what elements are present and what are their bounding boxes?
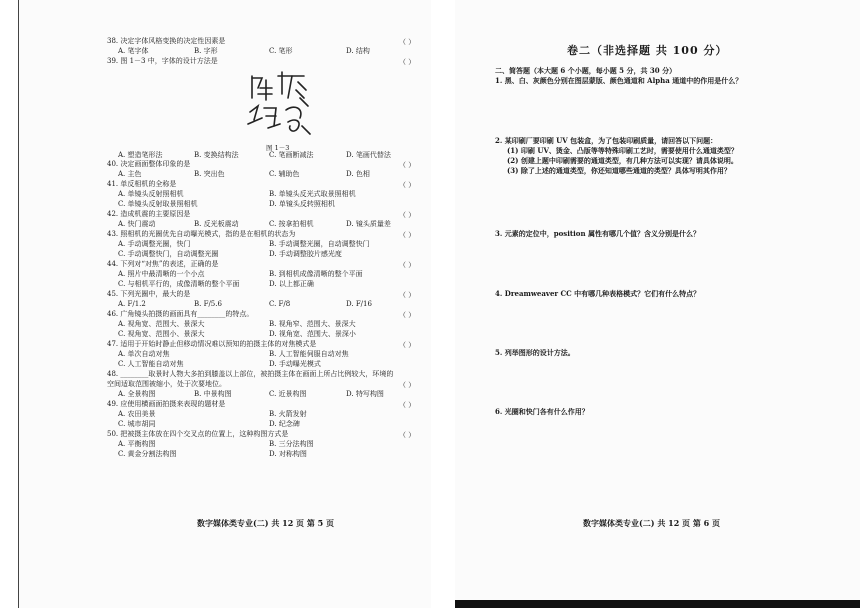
option: A. 视角宽、范围大、景深大 — [118, 320, 205, 328]
option: D. F/16 — [346, 300, 372, 308]
question-stem: 空间适取范围被缩小，处于次要地位。 — [107, 380, 226, 388]
option: C. 视角宽、范围小、景深大 — [118, 330, 205, 338]
option: D. 对称构图 — [269, 450, 307, 458]
left-page — [18, 0, 431, 608]
option: B. 突出色 — [194, 170, 225, 178]
option: C. 人工智能自动对焦 — [118, 360, 184, 368]
option: A. 单镜头反射照相机 — [118, 190, 184, 198]
option: B. 手动调整光圈，自动调整快门 — [269, 240, 370, 248]
figure-caption: 图 1－3 — [266, 144, 290, 152]
answer-bracket: （ ） — [399, 381, 416, 389]
answer-bracket: （ ） — [399, 38, 416, 46]
option: C. 按拿拍相机 — [269, 220, 314, 228]
page-footer-right: 数字媒体类专业(二) 共 12 页 第 6 页 — [583, 518, 720, 528]
question-stem: 41. 单反相机的全称是 — [107, 180, 177, 188]
answer-bracket: （ ） — [399, 431, 416, 439]
right-page — [455, 0, 860, 608]
section-title: 卷二（非选择题 共 100 分） — [567, 44, 728, 57]
question-stem: 42. 造成机震的主要原因是 — [107, 210, 191, 218]
sub-question: (2) 创建上题中印刷需要的通道类型，有几种方法可以实现？请具体说明。 — [507, 156, 738, 165]
figure-1-3-artwork — [244, 68, 314, 140]
option: D. 以上都正确 — [269, 280, 314, 288]
answer-bracket: （ ） — [399, 231, 416, 239]
option: C. 单镜头反射取景照相机 — [118, 200, 198, 208]
option: D. 视角宽、范围大、景深小 — [269, 330, 356, 338]
option: C. 手动调整快门，自动调整光圈 — [118, 250, 219, 258]
option: C. 辅助色 — [269, 170, 300, 178]
option: C. 城市胡同 — [118, 420, 156, 428]
question-stem: 47. 适用于开始时静止但移动情况难以预知的拍摄主体的对焦模式是 — [107, 340, 317, 348]
option: A. 照片中最清晰的一个小点 — [118, 270, 205, 278]
option: A. 快门震动 — [118, 220, 156, 228]
option: D. 单镜头反转照相机 — [269, 200, 335, 208]
option: B. 人工智能伺服自动对焦 — [269, 350, 349, 358]
answer-bracket: （ ） — [399, 211, 416, 219]
option: D. 纪念碑 — [269, 420, 300, 428]
option: D. 手动调整胶片感光度 — [269, 250, 342, 258]
scan-edge-shadow — [455, 600, 860, 608]
option: D. 结构 — [346, 47, 370, 55]
question-stem: 48. ________取景时人物大多拍到膝盖以上部位，被拍摄主体在画面上所占比例较大，环境的 — [107, 370, 394, 378]
answer-bracket: （ ） — [399, 341, 416, 349]
option: D. 笔画代替法 — [346, 151, 391, 159]
option: A. 主色 — [118, 170, 142, 178]
question-stem: 43. 照相机的光圈优先自动曝光模式，指的是在相机的状态为 — [107, 230, 296, 238]
option: A. 塑造笔形法 — [118, 151, 163, 159]
option: C. 笔画断减法 — [269, 151, 314, 159]
short-answer-question-6: 6. 光圈和快门各有什么作用？ — [495, 407, 589, 416]
option: A. 农田美景 — [118, 410, 156, 418]
short-answer-question-3: 3. 元素的定位中，position 属性有哪几个值？含义分别是什么？ — [495, 229, 700, 238]
option: B. 反光板震动 — [194, 220, 239, 228]
short-answer-question-1: 1. 黑、白、灰颜色分别在图层蒙版、颜色通道和 Alpha 通道中的作用是什么？ — [495, 76, 743, 85]
option: D. 镜头质量差 — [346, 220, 391, 228]
option: C. F/8 — [269, 300, 291, 308]
option: A. 全景构图 — [118, 390, 156, 398]
option: A. 单次自动对焦 — [118, 350, 170, 358]
answer-bracket: （ ） — [399, 58, 416, 66]
option: B. 中景构图 — [194, 390, 232, 398]
option: A. 手动调整光圈，快门 — [118, 240, 191, 248]
option: B. 火箭发射 — [269, 410, 307, 418]
option: B. 到相机成像清晰的整个平面 — [269, 270, 363, 278]
sub-question: (3) 除了上述的通道类型，你还知道哪些通道的类型？具体写明其作用？ — [507, 166, 731, 175]
option: B. 变换结构法 — [194, 151, 239, 159]
answer-bracket: （ ） — [399, 261, 416, 269]
question-stem: 45. 下列光圈中，最大的是 — [107, 290, 191, 298]
question-39-stem: 39. 图 1－3 中，字体的设计方法是 — [107, 57, 218, 65]
option: C. 与相机平行的，成像清晰的整个平面 — [118, 280, 240, 288]
question-stem: 49. 应使用横画面拍摄来表现的题材是 — [107, 400, 226, 408]
option: C. 笔形 — [269, 47, 293, 55]
option: C. 近景构图 — [269, 390, 307, 398]
question-stem: 40. 决定画面整体印象的是 — [107, 160, 191, 168]
option: A. F/1.2 — [118, 300, 146, 308]
question-stem: 46. 广角镜头拍摄的画面具有________的特点。 — [107, 310, 254, 318]
answer-bracket: （ ） — [399, 311, 416, 319]
question-stem: 50. 把被摄主体放在四个交叉点的位置上，这种构图方式是 — [107, 430, 289, 438]
short-answer-question-2: 2. 某印刷厂要印刷 UV 包装盒，为了包装印刷质量，请回答以下问题： — [495, 136, 718, 145]
question-38-stem: 38. 决定字体风格变换的决定性因素是 — [107, 37, 226, 45]
sub-question: (1) 印刷 UV、烫金、凸版等等特殊印刷工艺时，需要使用什么通道类型？ — [507, 146, 738, 155]
option: B. F/5.6 — [194, 300, 222, 308]
option: D. 色相 — [346, 170, 370, 178]
answer-bracket: （ ） — [399, 181, 416, 189]
option: A. 笔字体 — [118, 47, 149, 55]
option: B. 视角窄、范围大、景深大 — [269, 320, 356, 328]
answer-bracket: （ ） — [399, 401, 416, 409]
option: D. 特写构图 — [346, 390, 384, 398]
short-answer-question-5: 5. 列举图形的设计方法。 — [495, 348, 575, 357]
answer-bracket: （ ） — [399, 161, 416, 169]
page-footer-left: 数字媒体类专业(二) 共 12 页 第 5 页 — [197, 518, 334, 528]
option: C. 黄金分割法构图 — [118, 450, 177, 458]
section-heading: 二、简答题（本大题 6 个小题，每小题 5 分，共 30 分） — [495, 66, 677, 75]
option: B. 单镜头反光式取景照相机 — [269, 190, 356, 198]
question-stem: 44. 下列对“对焦”的表述，正确的是 — [107, 260, 219, 268]
option: D. 手动曝光模式 — [269, 360, 321, 368]
answer-bracket: （ ） — [399, 291, 416, 299]
option: A. 平衡构图 — [118, 440, 156, 448]
short-answer-question-4: 4. Dreamweaver CC 中有哪几种表格模式？它们有什么特点？ — [495, 289, 701, 298]
option: B. 三分法构图 — [269, 440, 314, 448]
option: B. 字形 — [194, 47, 218, 55]
